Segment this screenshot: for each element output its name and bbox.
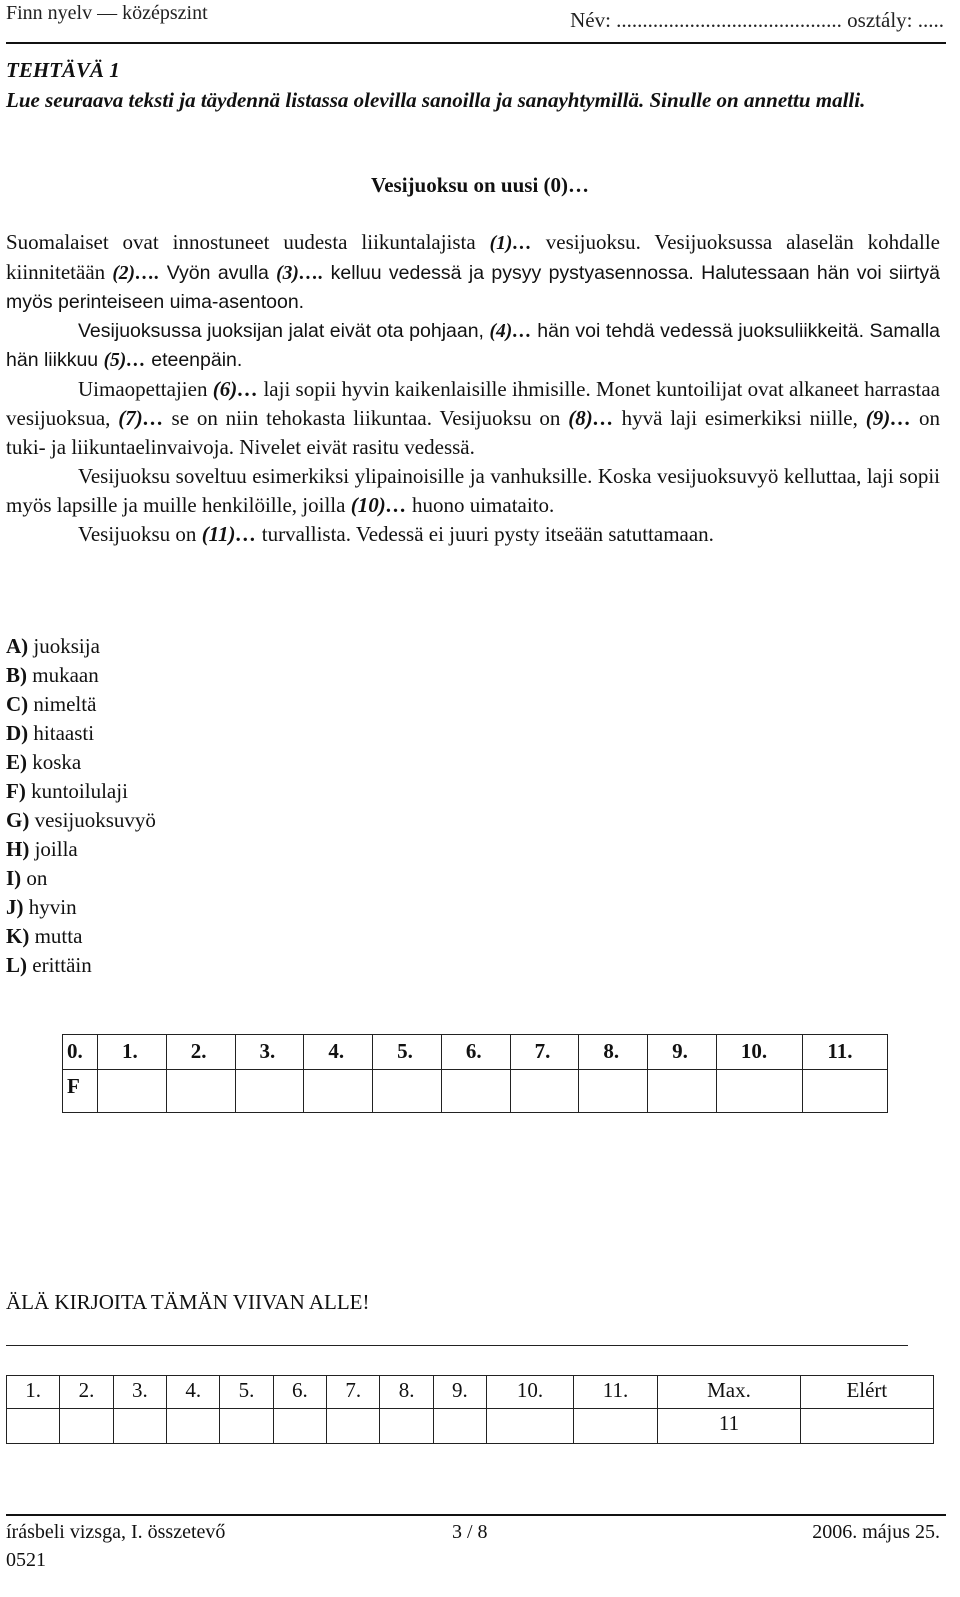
table-cell: 4. xyxy=(167,1376,220,1409)
answer-cell[interactable] xyxy=(304,1070,373,1113)
list-item: K) mutta xyxy=(6,924,83,948)
answer-cell[interactable] xyxy=(235,1070,304,1113)
reading-text xyxy=(6,228,940,549)
paragraph-5: Vesijuoksu on (11)… turvallista. Vedessä ei juuri pysty itseään satuttamaan. xyxy=(78,522,714,546)
warning-divider xyxy=(6,1345,908,1346)
list-item: B) mukaan xyxy=(6,663,99,687)
header-divider xyxy=(6,42,946,44)
gap-7: (7)… xyxy=(118,406,164,430)
gap-6: (6)… xyxy=(212,377,259,401)
table-cell xyxy=(167,1409,220,1444)
table-cell: 5. xyxy=(220,1376,273,1409)
gap-5: (5)… xyxy=(103,350,146,371)
gap-2: (2)…. xyxy=(112,263,160,284)
list-item: A) juoksija xyxy=(6,634,100,658)
header-subject: Finn nyelv — középszint xyxy=(6,2,208,24)
answer-table xyxy=(62,1034,888,1113)
table-cell xyxy=(113,1409,166,1444)
list-item: G) vesijuoksuvyö xyxy=(6,808,156,832)
table-cell: 7. xyxy=(510,1035,579,1070)
answer-cell[interactable] xyxy=(648,1070,717,1113)
answer-cell[interactable] xyxy=(803,1070,888,1113)
table-cell xyxy=(7,1409,60,1444)
table-cell: 9. xyxy=(648,1035,717,1070)
table-cell: 10. xyxy=(487,1376,574,1409)
footer-date: 2006. május 25. xyxy=(812,1521,940,1543)
score-table-header-row xyxy=(7,1376,934,1409)
page-number: 3 / 8 xyxy=(452,1521,488,1543)
table-cell: 0. xyxy=(63,1035,98,1070)
score-table-value-row xyxy=(7,1409,934,1444)
text-title: Vesijuoksu on uusi (0)… xyxy=(370,173,590,197)
paragraph-4: Vesijuoksu soveltuu esimerkiksi ylipainoisille ja vanhuksille. Koska vesijuoksuvyö kelluttaa, laji sopii myös lapsille ja muille henkilöille, joilla (10)… huono uimataito. xyxy=(6,464,940,517)
table-cell: 8. xyxy=(380,1376,433,1409)
table-cell: 1. xyxy=(7,1376,60,1409)
list-item: I) on xyxy=(6,866,48,890)
table-cell xyxy=(327,1409,380,1444)
do-not-write-warning: ÄLÄ KIRJOITA TÄMÄN VIIVAN ALLE! xyxy=(6,1290,370,1314)
answer-cell[interactable]: F xyxy=(63,1070,98,1113)
table-cell: 11. xyxy=(803,1035,888,1070)
footer-divider xyxy=(6,1514,946,1516)
list-item: D) hitaasti xyxy=(6,721,95,745)
list-item: F) kuntoilulaji xyxy=(6,779,128,803)
table-cell: Max. xyxy=(658,1376,801,1409)
answer-cell[interactable] xyxy=(166,1070,235,1113)
gap-10: (10)… xyxy=(350,493,407,517)
answer-cell[interactable] xyxy=(373,1070,442,1113)
paragraph-2: Vesijuoksussa juoksijan jalat eivät ota pohjaan, (4)… hän voi tehdä vedessä juoksuliikkeitä. Samalla hän liikkuu (5)… eteenpäin. xyxy=(6,320,940,371)
task-title: TEHTÄVÄ 1 xyxy=(6,58,120,82)
list-item: C) nimeltä xyxy=(6,692,97,716)
list-item: H) joilla xyxy=(6,837,78,861)
answer-cell[interactable] xyxy=(441,1070,510,1113)
table-cell xyxy=(380,1409,433,1444)
table-cell xyxy=(60,1409,113,1444)
answer-table-answer-row xyxy=(63,1070,888,1113)
table-cell xyxy=(487,1409,574,1444)
table-cell xyxy=(800,1409,933,1444)
table-cell: 9. xyxy=(433,1376,486,1409)
gap-8: (8)… xyxy=(568,406,614,430)
table-cell: 1. xyxy=(98,1035,167,1070)
table-cell: Elért xyxy=(800,1376,933,1409)
gap-1: (1)… xyxy=(489,233,532,254)
score-table xyxy=(6,1375,934,1444)
list-item: J) hyvin xyxy=(6,895,77,919)
paragraph-3: Uimaopettajien (6)… laji sopii hyvin kaikenlaisille ihmisille. Monet kuntoilijat ovat alkaneet harrastaa vesijuoksua, (7)… se on niin tehokasta liikuntaa. Vesijuoksu on (8)… hyvä laji esimerkiksi niille, (9)… on tuki- ja liikuntaelinvaivoja. Nivelet eivät rasitu vedessä. xyxy=(6,377,941,459)
gap-4: (4)… xyxy=(489,321,532,342)
table-cell xyxy=(273,1409,326,1444)
list-item: E) koska xyxy=(6,750,82,774)
list-item: L) erittäin xyxy=(6,953,92,977)
gap-11: (11)… xyxy=(201,522,257,546)
paragraph-1: Suomalaiset ovat innostuneet uudesta liikuntalajista (1)… vesijuoksu. Vesijuoksussa alaselän kohdalle kiinnitetään (2)…. Vyön avulla (3)…. kelluu vedessä ja pysyy pystyasennossa. Halutessaan hän voi siirtyä myös perinteiseen uima-asentoon. xyxy=(6,230,940,313)
table-cell xyxy=(573,1409,657,1444)
answer-cell[interactable] xyxy=(510,1070,579,1113)
table-cell: 5. xyxy=(373,1035,442,1070)
table-cell: 2. xyxy=(60,1376,113,1409)
table-cell: 7. xyxy=(327,1376,380,1409)
task-instructions: Lue seuraava teksti ja täydennä listassa olevilla sanoilla ja sanayhtymillä. Sinulle on annettu malli. xyxy=(6,88,866,112)
table-cell: 4. xyxy=(304,1035,373,1070)
answer-cell[interactable] xyxy=(579,1070,648,1113)
table-cell: 11 xyxy=(658,1409,801,1444)
table-cell: 10. xyxy=(716,1035,802,1070)
table-cell: 6. xyxy=(441,1035,510,1070)
answer-cell[interactable] xyxy=(716,1070,802,1113)
header-name-class-field: Név: ........................................... osztály: ..... xyxy=(570,8,944,32)
gap-3: (3)…. xyxy=(276,263,324,284)
gap-9: (9)… xyxy=(865,406,912,430)
table-cell: 11. xyxy=(573,1376,657,1409)
footer-exam-name: írásbeli vizsga, I. összetevő xyxy=(6,1521,226,1543)
answer-table-header-row xyxy=(63,1035,888,1070)
footer-code: 0521 xyxy=(6,1549,46,1571)
table-cell: 6. xyxy=(273,1376,326,1409)
table-cell: 3. xyxy=(235,1035,304,1070)
table-cell: 8. xyxy=(579,1035,648,1070)
table-cell: 3. xyxy=(113,1376,166,1409)
table-cell xyxy=(433,1409,486,1444)
word-options-list xyxy=(6,632,156,980)
table-cell: 2. xyxy=(166,1035,235,1070)
table-cell xyxy=(220,1409,273,1444)
answer-cell[interactable] xyxy=(98,1070,167,1113)
